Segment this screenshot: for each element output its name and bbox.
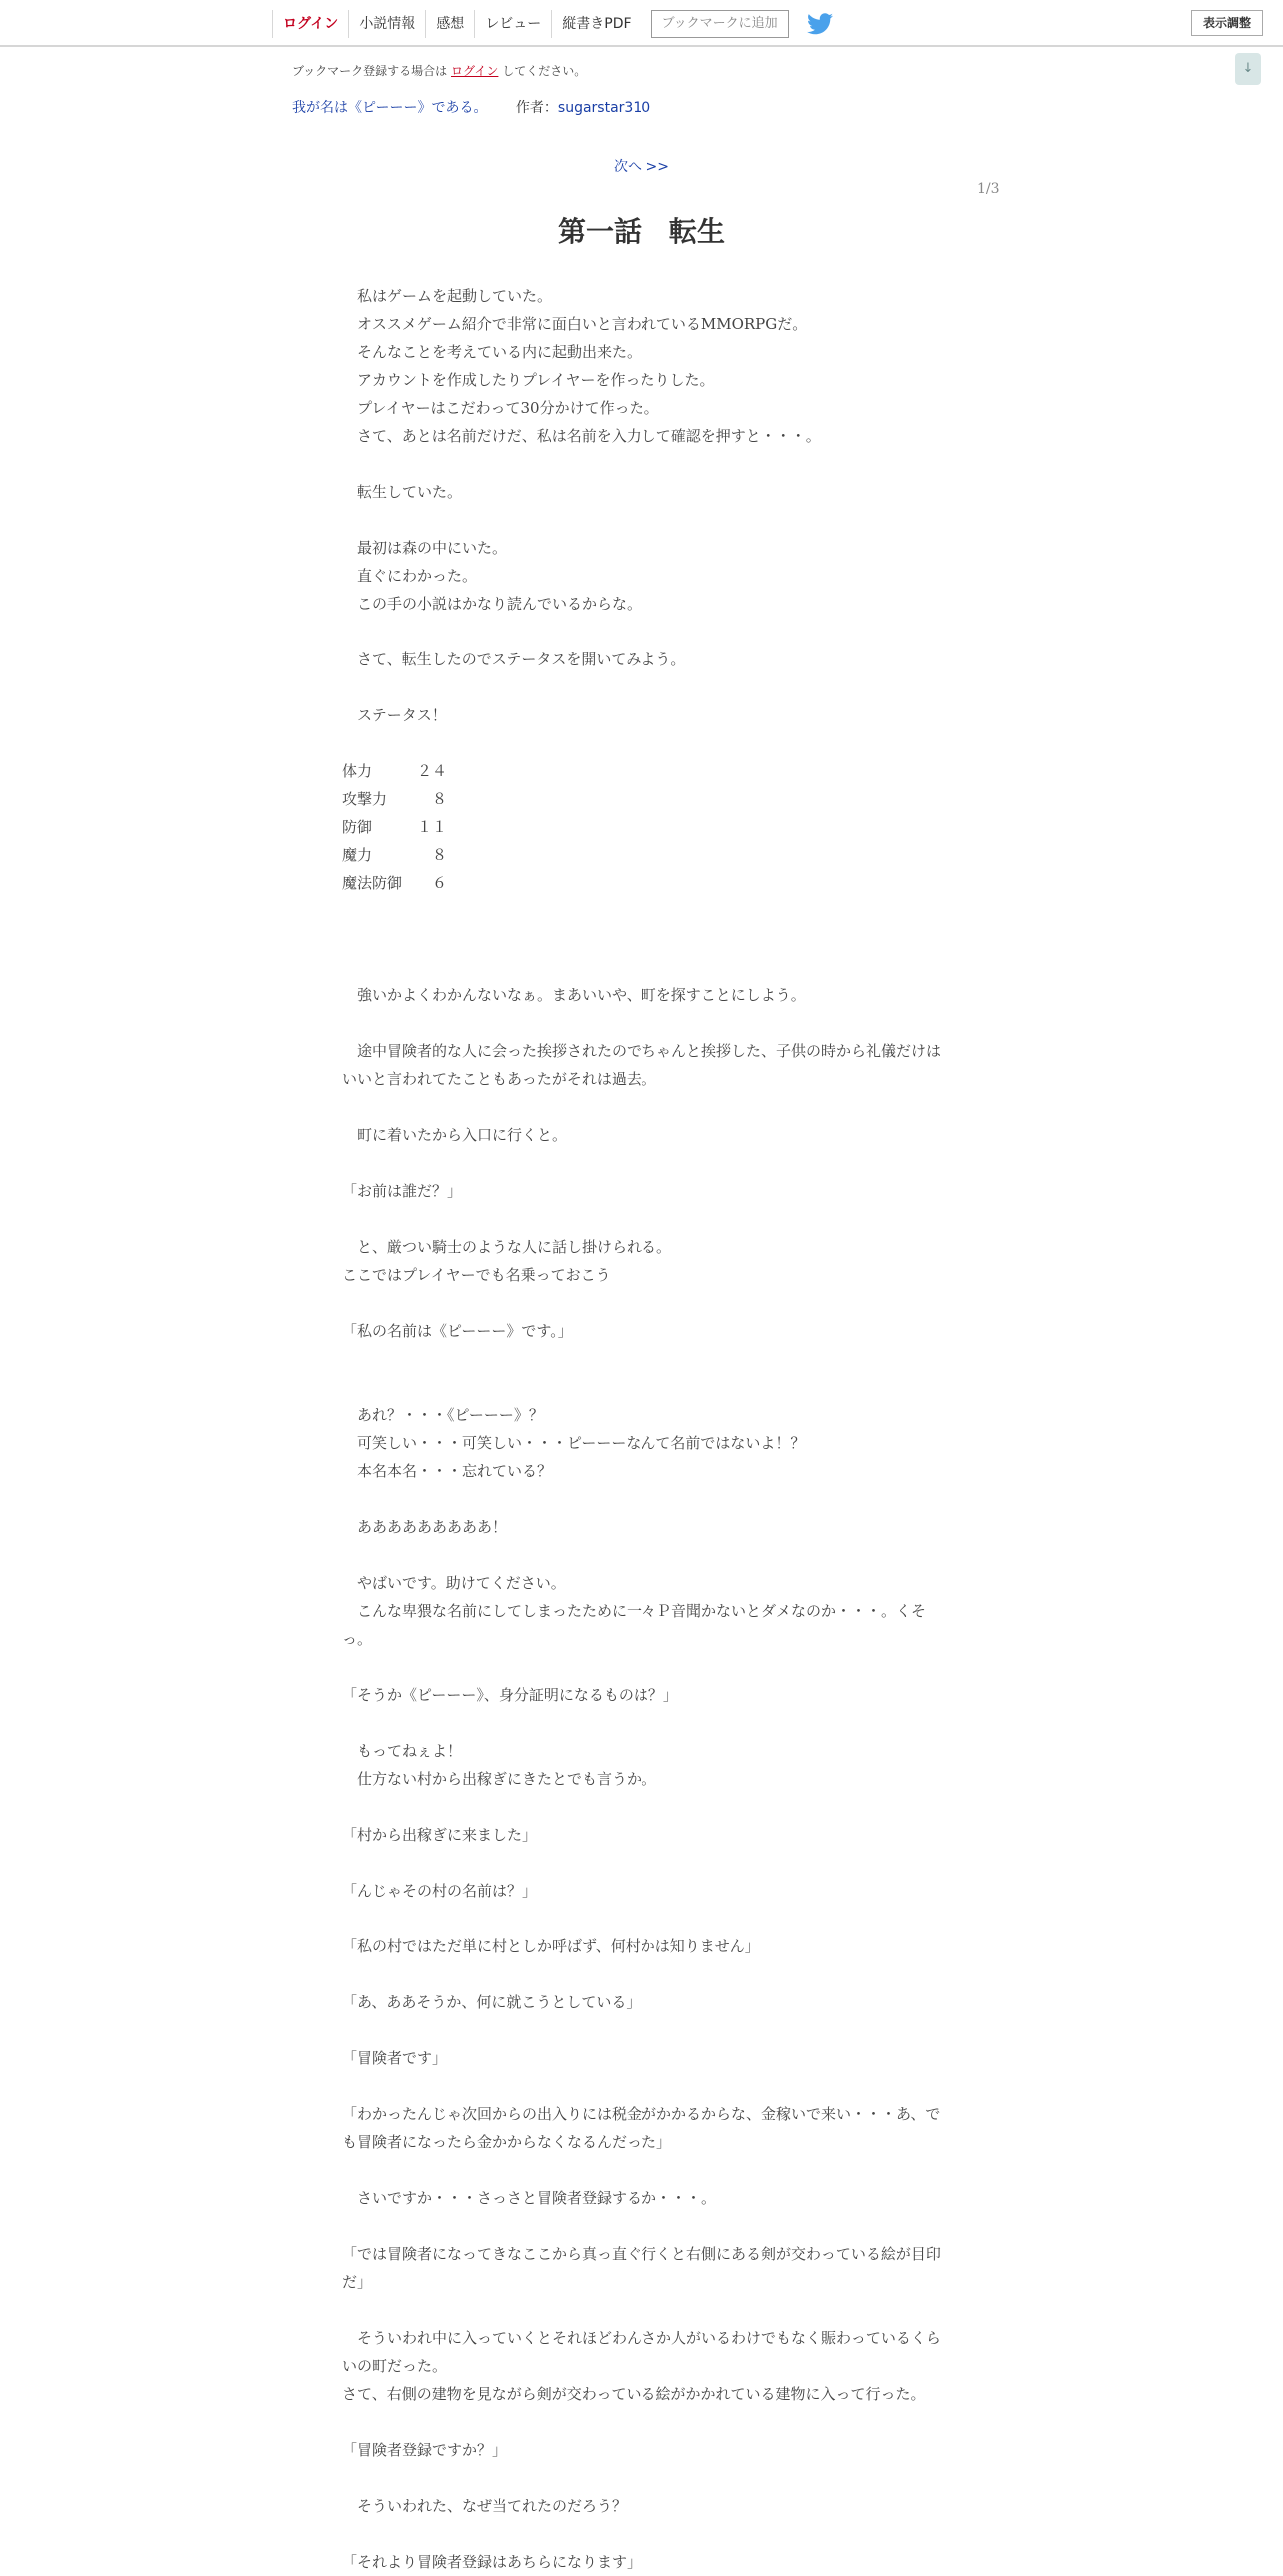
author-line: [516, 100, 650, 116]
impressions-link[interactable]: 感想: [425, 10, 474, 38]
author-label: 作者：: [515, 100, 558, 116]
body-line: [342, 2408, 941, 2436]
body-line: [342, 897, 941, 925]
next-page-label[interactable]: 次へ >>: [614, 159, 669, 175]
body-line: [342, 618, 941, 645]
body-line: 「わかったんじゃ次回からの出入りには税金がかかるからな、金稼いで来い・・・あ、でも冒険者になったら金かからなくなるんだった」: [342, 2105, 941, 2151]
body-line: [342, 1849, 941, 1877]
body-line: 魔法防御 ６: [342, 874, 448, 892]
body-line: 体力 ２４: [342, 762, 448, 780]
body-line: [342, 1289, 941, 1317]
body-line: 攻撃力 ８: [342, 790, 448, 808]
body-line: [342, 2016, 941, 2044]
body-line: [342, 2072, 941, 2100]
novel-info-link[interactable]: 小説情報: [348, 10, 425, 38]
add-bookmark-button[interactable]: ブックマークに追加: [651, 10, 789, 38]
body-line: [342, 1093, 941, 1121]
body-line: そんなことを考えている内に起動出来た。: [342, 343, 642, 361]
notice-prefix: ブックマーク登録する場合は: [292, 64, 448, 78]
author-link[interactable]: sugarstar310: [557, 100, 651, 116]
page-number: 1/3: [977, 181, 1000, 197]
notice-login-link[interactable]: ログイン: [451, 64, 499, 78]
body-line: 最初は森の中にいた。: [342, 539, 508, 557]
body-line: [342, 1709, 941, 1737]
body-line: さて、あとは名前だけだ、私は名前を入力して確認を押すと・・・。: [342, 427, 821, 445]
next-page-link[interactable]: [0, 156, 1283, 176]
body-line: [342, 953, 941, 981]
body-line: [342, 1793, 941, 1821]
novel-body: [342, 282, 941, 2576]
notice-suffix: してください。: [502, 64, 587, 78]
body-line: [342, 1905, 941, 1932]
body-line: 防御 １１: [342, 818, 448, 836]
body-line: そういわれた、なぜ当てれたのだろう？: [342, 2497, 628, 2515]
body-line: ここではプレイヤーでも名乗っておこう: [342, 1266, 611, 1284]
body-line: 「村から出稼ぎに来ました」: [342, 1826, 538, 1844]
display-settings-button[interactable]: 表示調整: [1191, 10, 1263, 36]
vertical-pdf-link[interactable]: 縦書きPDF: [551, 10, 641, 38]
body-line: プレイヤーはこだわって30分かけて作った。: [342, 399, 659, 417]
review-link[interactable]: レビュー: [474, 10, 551, 38]
body-line: さて、右側の建物を見ながら剣が交わっている絵がかかれている建物に入って行った。: [342, 2385, 926, 2403]
login-link[interactable]: ログイン: [272, 10, 348, 38]
body-line: そういわれ中に入っていくとそれほどわんさか人がいるわけでもなく賑わっているくらいの町だった。: [342, 2329, 941, 2375]
body-line: 私はゲームを起動していた。: [342, 287, 553, 305]
body-line: この手の小説はかなり読んでいるからな。: [342, 595, 642, 613]
body-line: 「あ、ああそうか、何に就こうとしている」: [342, 1993, 642, 2011]
body-line: 「そうか《ピーーー》、身分証明になるものは？」: [342, 1686, 678, 1704]
body-line: [342, 506, 941, 534]
body-line: 転生していた。: [342, 483, 463, 501]
body-line: もってねぇよ！: [342, 1742, 463, 1760]
body-line: [342, 1485, 941, 1513]
body-line: [342, 1345, 941, 1373]
body-line: [342, 2520, 941, 2548]
body-line: さいですか・・・さっさと冒険者登録するか・・・。: [342, 2189, 717, 2207]
body-line: [342, 729, 941, 757]
body-line: 「冒険者です」: [342, 2049, 448, 2067]
body-line: 町に着いたから入口に行くと。: [342, 1126, 568, 1144]
body-line: [342, 2212, 941, 2240]
nav-menu: [272, 10, 833, 38]
body-line: [342, 2156, 941, 2184]
body-line: 仕方ない村から出稼ぎにきたとでも言うか。: [342, 1770, 657, 1788]
body-line: 「お前は誰だ？」: [342, 1182, 463, 1200]
body-line: 「それより冒険者登録はあちらになります」: [342, 2553, 642, 2571]
body-line: [342, 1960, 941, 1988]
body-line: 強いかよくわかんないなぁ。まあいいや、町を探すことにしよう。: [342, 986, 806, 1004]
body-line: 本名本名・・・忘れている？: [342, 1462, 553, 1480]
chapter-title: 第一話 転生: [557, 215, 725, 248]
bookmark-notice: [292, 62, 586, 79]
body-line: 「では冒険者になってきなここから真っ直ぐ行くと右側にある剣が交わっている絵が目印だ」: [342, 2245, 941, 2291]
body-line: [342, 2464, 941, 2492]
top-nav-bar: [0, 0, 1283, 47]
body-line: 「私の名前は《ピーーー》です。」: [342, 1322, 573, 1340]
body-line: [342, 925, 941, 953]
body-line: アカウントを作成したりプレイヤーを作ったりした。: [342, 371, 715, 389]
body-line: ステータス！: [342, 706, 447, 724]
body-line: [342, 1653, 941, 1681]
body-line: 「私の村ではただ単に村としか呼ばず、何村かは知りません」: [342, 1937, 760, 1955]
body-line: [342, 450, 941, 478]
body-line: あれ？・・・《ピーーー》？: [342, 1406, 544, 1424]
body-line: [342, 1149, 941, 1177]
body-line: こんな卑猥な名前にしてしまったために一々Ｐ音聞かないとダメなのか・・・。くそっ。: [342, 1602, 927, 1648]
work-header: [292, 97, 650, 117]
body-line: [342, 1373, 941, 1401]
twitter-icon[interactable]: [807, 13, 833, 35]
body-line: と、厳つい騎士のような人に話し掛けられる。: [342, 1238, 672, 1256]
body-line: さて、転生したのでステータスを開いてみよう。: [342, 650, 686, 668]
scroll-down-button[interactable]: ↓: [1235, 53, 1261, 85]
body-line: やばいです。助けてください。: [342, 1574, 566, 1592]
body-line: [342, 673, 941, 701]
body-line: 「冒険者登録ですか？」: [342, 2441, 508, 2459]
body-line: [342, 2296, 941, 2324]
body-line: あああああああああ！: [342, 1518, 508, 1536]
body-line: 直ぐにわかった。: [342, 567, 478, 585]
body-line: 途中冒険者的な人に会った挨拶されたのでちゃんと挨拶した、子供の時から礼儀だけはいいと言われてたこともあったがそれは過去。: [342, 1042, 942, 1088]
body-line: [342, 1541, 941, 1569]
body-line: [342, 1009, 941, 1037]
body-line: 可笑しい・・・可笑しい・・・ピーーーなんて名前ではないよ！？: [342, 1434, 806, 1452]
work-title-link[interactable]: 我が名は《ピーーー》である。: [292, 100, 488, 116]
body-line: オススメゲーム紹介で非常に面白いと言われているMMORPGだ。: [342, 315, 808, 333]
body-line: 魔力 ８: [342, 846, 448, 864]
body-line: [342, 1205, 941, 1233]
body-line: 「んじゃその村の名前は？」: [342, 1882, 538, 1900]
